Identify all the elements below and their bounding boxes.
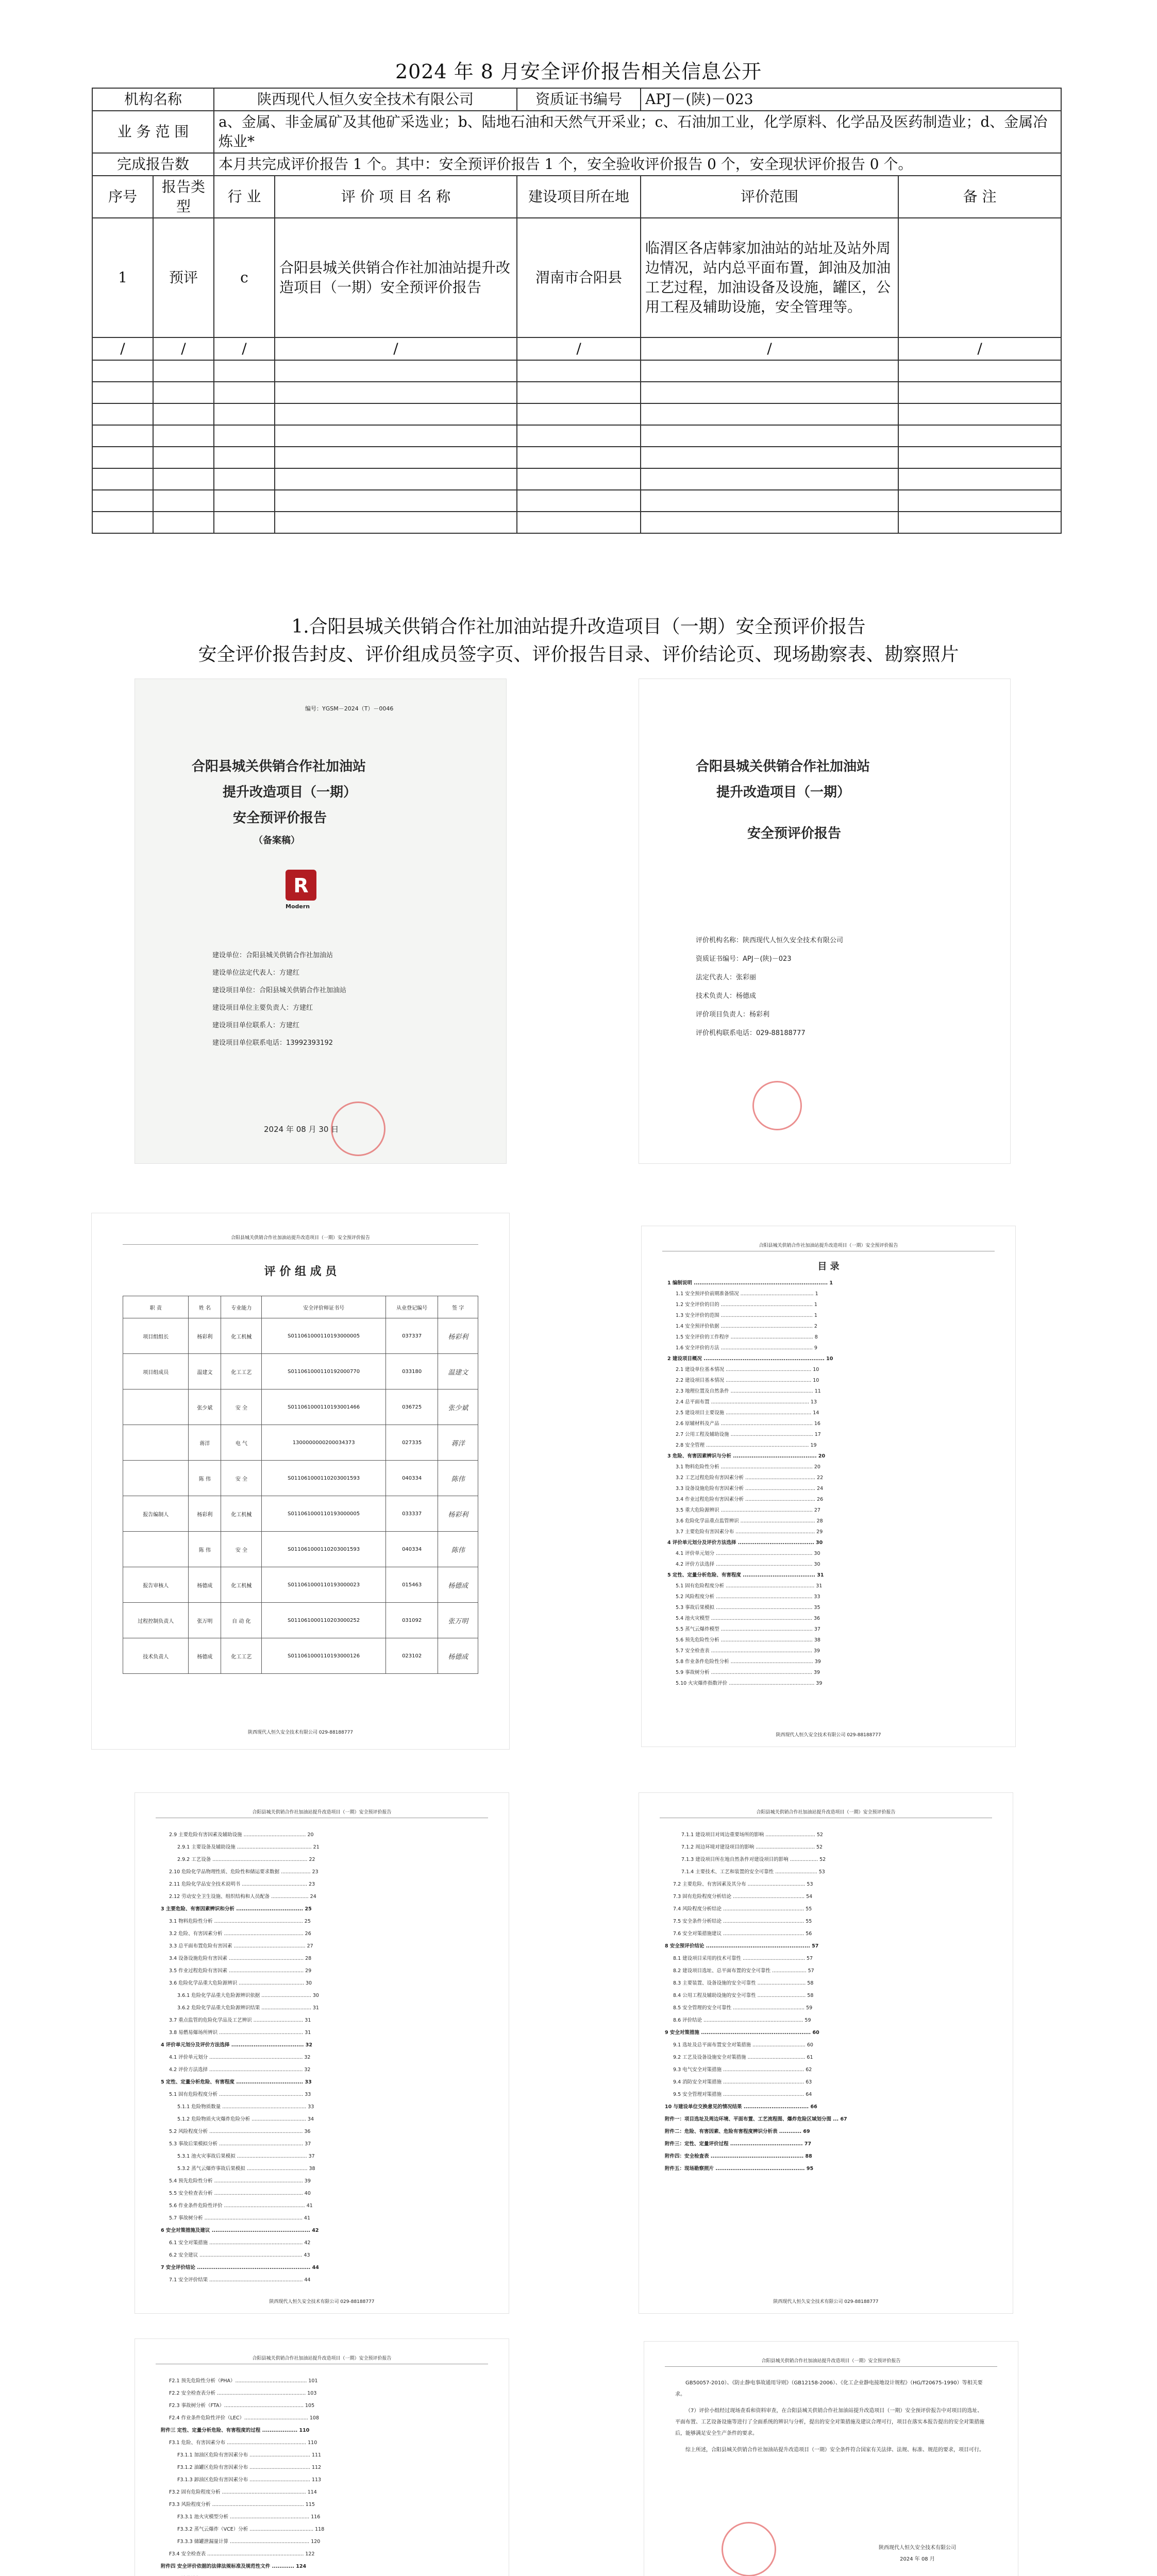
toc-page-1 bbox=[642, 1226, 1015, 1747]
col-reg: 从业登记编号 bbox=[385, 1296, 438, 1318]
toc-page-2 bbox=[135, 1793, 509, 2313]
table-cell: S011061000110193000005 bbox=[262, 1496, 385, 1532]
toc-entry: 8 安全预评价结论 ........................................................ 57 bbox=[665, 1943, 819, 1949]
toc-entry: 5.6 预先危险性分析 ........................................................... 38 bbox=[676, 1637, 820, 1643]
org-value: 陕西现代人恒久安全技术有限公司 bbox=[214, 88, 517, 111]
toc-entry: 5 定性、定量分析危险、有害程度 ....................................... 31 bbox=[667, 1572, 824, 1578]
header-note: 备 注 bbox=[898, 176, 1061, 218]
slash-cell: / bbox=[275, 337, 517, 360]
cover-date: 2024 年 08 月 30 日 bbox=[264, 1125, 339, 1134]
row-project: 合阳县城关供销合作社加油站提升改造项目（一期）安全预评价报告 bbox=[275, 218, 517, 337]
toc-entry: 2.6 原辅材料及产品 ........................................................... 16 bbox=[676, 1421, 820, 1427]
members-title: 评 价 组 成 员 bbox=[264, 1265, 337, 1278]
members-page bbox=[92, 1213, 509, 1749]
row-no: 1 bbox=[92, 218, 153, 337]
table-cell: S011061000110203001593 bbox=[262, 1532, 385, 1567]
toc-entry: 5.7 安全检查表 ................................................................. 39 bbox=[676, 1648, 820, 1654]
toc-entry: 9.3 电气安全对策措施 .................................................... 62 bbox=[673, 2067, 812, 2073]
toc-entry: 7.3 固有危险程度分析结论 .............................................. 54 bbox=[673, 1894, 813, 1900]
page-header: 合阳县城关供销合作社加油站提升改造项目（一期）安全预评价报告 bbox=[756, 1810, 896, 1815]
toc-entry: 1.3 安全评价的范围 ........................................................... 1 bbox=[676, 1313, 817, 1318]
toc-list bbox=[161, 2375, 483, 2576]
org-label: 机构名称 bbox=[92, 88, 214, 111]
toc-entry: F3.3.3 储罐泄漏量计算 ................................................... 120 bbox=[177, 2539, 321, 2545]
toc-entry: 2.7 公用工程及辅助设施 ..................................................... 17 bbox=[676, 1432, 821, 1437]
table-cell: 安 全 bbox=[221, 1461, 262, 1496]
header-rule bbox=[123, 1244, 478, 1245]
toc-entry: 8.4 公用工程及辅助设施的安全可靠性 ............................... 58 bbox=[673, 1993, 814, 1998]
toc-entry: 5.3.1 池火灾事故后果模拟 ............................................. 37 bbox=[177, 2154, 315, 2159]
toc-entry: 3.7 重点监管的危险化学品及工艺辨识 ................................ 31 bbox=[169, 2018, 311, 2023]
table-cell: 031092 bbox=[385, 1603, 438, 1638]
table-cell: 陈 伟 bbox=[189, 1461, 221, 1496]
scope-value: a、金属、非金属矿及其他矿采选业；b、陆地石油和天然气开采业；c、石油加工业，化学原料、化学品及医药制造业；d、金属冶炼业* bbox=[214, 111, 1061, 153]
toc-entry: 3.4 作业过程危险有害因素分析 ............................................. 26 bbox=[676, 1497, 824, 1502]
table-cell: S011061000110193000005 bbox=[262, 1318, 385, 1354]
toc-entry: 7.4 风险程度分析结论 .................................................... 55 bbox=[673, 1906, 812, 1912]
row-type: 预评 bbox=[153, 218, 214, 337]
table-cell: 1300000000200034373 bbox=[262, 1425, 385, 1461]
header-no: 序号 bbox=[92, 176, 153, 218]
toc-entry: 2.1 建设单位基本情况 ....................................................... 10 bbox=[676, 1367, 819, 1372]
toc-entry: 3.5 作业过程危险有害因素 ................................................ 29 bbox=[169, 1968, 312, 1974]
table-cell: 安 全 bbox=[221, 1532, 262, 1567]
cover-lines bbox=[212, 947, 480, 1052]
table-cell: 电 气 bbox=[221, 1425, 262, 1461]
toc-title: 目 录 bbox=[817, 1261, 840, 1272]
table-cell: 015463 bbox=[385, 1567, 438, 1603]
toc-entry: 5.6 作业条件危险性评价 .................................................... 41 bbox=[169, 2203, 313, 2209]
table-row bbox=[123, 1638, 478, 1674]
table-cell: 040334 bbox=[385, 1461, 438, 1496]
toc-entry: 8.5 安全管理的安全可靠性 .............................................. 59 bbox=[673, 2005, 813, 2011]
toc-entry: 1.1 安全预评价前期准备情况 ............................................... 1 bbox=[676, 1291, 818, 1297]
toc-entry: 6.1 安全对策措施 ............................................................ 42 bbox=[169, 2240, 311, 2246]
page-header: 合阳县城关供销合作社加油站提升改造项目（一期）安全预评价报告 bbox=[252, 1810, 392, 1815]
toc-entry: 4 评价单元划分及评价方法选择 ......................................... 30 bbox=[667, 1540, 823, 1546]
col-duty: 职 责 bbox=[123, 1296, 189, 1318]
toc-entry: 5.5 蒸气云爆炸模型 ........................................................... 37 bbox=[676, 1626, 820, 1632]
table-cell: 过程控制负责人 bbox=[123, 1603, 189, 1638]
toc-entry: 附件二：危险、有害因素、危险有害程度辨识分析表 ............ 69 bbox=[665, 2129, 810, 2134]
table-cell: 033180 bbox=[385, 1354, 438, 1389]
toc-entry: 8.2 建设项目选址、总平面布置的安全可靠性 ...................... 57 bbox=[673, 1968, 814, 1974]
toc-entry: 3.1 物料危险性分析 ........................................................... 20 bbox=[676, 1464, 820, 1470]
toc-entry: 6 安全对策措施及建议 ..................................................... 42 bbox=[161, 2228, 319, 2233]
cover-title-line1: 合阳县城关供销合作社加油站 bbox=[192, 759, 366, 774]
conclusion-paragraph: （7）评价小组经过现场查看和资料审查，在合阳县城关供销合作社加油站提升改造项目（一期）安全预评价报告中对项目的选址、平面布置、工艺设备设施等进行了全面系统的辨识与分析，提出的安全对策措施及建议合理可行，项目在落实本报告提出的安全对策措施后，能够满足安全生产条件的要求。 bbox=[675, 2408, 984, 2436]
done-label: 完成报告数 bbox=[92, 153, 214, 176]
scope-label: 业 务 范 围 bbox=[92, 111, 214, 153]
table-row bbox=[123, 1567, 478, 1603]
toc-entry: 3.1 物料危险性分析 ......................................................... 25 bbox=[169, 1919, 311, 1924]
cover2-line: 资质证书编号：APJ－(陕)－023 bbox=[696, 955, 792, 963]
toc-entry: 3.2 危险、有害因素分析 ................................................... 26 bbox=[169, 1931, 311, 1937]
toc-entry: 5.2 风险程度分析 ............................................................ 36 bbox=[169, 2129, 311, 2134]
toc-entry: 7 安全评价结论 ............................................................. 44 bbox=[161, 2265, 319, 2270]
table-cell: 037337 bbox=[385, 1318, 438, 1354]
header-rule bbox=[665, 2366, 997, 2367]
table-cell: 自 动 化 bbox=[221, 1603, 262, 1638]
table-cell: 化工工艺 bbox=[221, 1354, 262, 1389]
slash-cell: / bbox=[92, 337, 153, 360]
toc-entry bbox=[161, 2573, 483, 2576]
toc-entry: 1 编制说明 ........................................................................ 1 bbox=[667, 1280, 833, 1286]
toc-entry: 附件一：项目选址及周边环境、平面布置、工艺流程图、爆炸危险区域划分图 ... 67 bbox=[665, 2116, 847, 2122]
toc-entry: F3.4 安全检查表 .............................................................. 122 bbox=[169, 2551, 315, 2557]
table-row bbox=[123, 1425, 478, 1461]
header-location: 建设项目所在地 bbox=[517, 176, 641, 218]
cover2-title-line1: 合阳县城关供销合作社加油站 bbox=[696, 759, 870, 774]
toc-entry: 9.4 消防安全对策措施 .................................................... 63 bbox=[673, 2079, 812, 2085]
toc-entry: 5.2 风险程度分析 .............................................................. 33 bbox=[676, 1594, 820, 1600]
table-cell: 报告编制人 bbox=[123, 1496, 189, 1532]
table-cell: 安 全 bbox=[221, 1389, 262, 1425]
toc-entry: F3.1 危险、有害因素分布 ................................................... 110 bbox=[169, 2440, 317, 2446]
signature-cell: 张万明 bbox=[438, 1603, 478, 1638]
toc-entry: F3.1.3 卸油区危险有害因素分布 ....................................... 113 bbox=[177, 2477, 322, 2483]
conclusion-text bbox=[675, 2378, 987, 2461]
toc-entry: 7.2 主要危险、有害因素及其分布 ..................................... 53 bbox=[673, 1882, 813, 1887]
toc-page-4 bbox=[135, 2339, 509, 2576]
toc-entry: 8.1 建设项目采用的技术可靠性 ........................................ 57 bbox=[673, 1956, 813, 1961]
done-value: 本月共完成评价报告 1 个。其中：安全预评价报告 1 个，安全验收评价报告 0 个，安全现状评价报告 0 个。 bbox=[214, 153, 1061, 176]
toc-entry: 4 评价单元划分及评价方法选择 ....................................... 32 bbox=[161, 2042, 312, 2048]
report-cover-formal bbox=[639, 679, 1010, 1163]
table-cell: 027335 bbox=[385, 1425, 438, 1461]
toc-entry: 2.11 危险化学品安全技术说明书 .......................................... 23 bbox=[169, 1882, 315, 1887]
col-skill: 专业能力 bbox=[221, 1296, 262, 1318]
toc-entry: 2.8 安全管理 .................................................................. 19 bbox=[676, 1443, 817, 1448]
toc-entry: 3.6.2 危险化学品重大危险源辨识结果 ................................ 31 bbox=[177, 2005, 319, 2011]
toc-entry: 5.3 事故后果模拟分析 ...................................................... 37 bbox=[169, 2141, 311, 2147]
toc-entry: 2.2 建设项目基本情况 ....................................................... 10 bbox=[676, 1378, 819, 1383]
table-cell: 化工工艺 bbox=[221, 1638, 262, 1674]
section-title: 1.合阳县城关供销合作社加油站提升改造项目（一期）安全预评价报告 bbox=[291, 616, 866, 637]
toc-entry: 6.2 安全建议 .................................................................. 43 bbox=[169, 2252, 310, 2258]
table-cell: 化工机械 bbox=[221, 1318, 262, 1354]
signature-cell: 杨德成 bbox=[438, 1567, 478, 1603]
table-cell bbox=[123, 1532, 189, 1567]
toc-list bbox=[665, 1829, 987, 2175]
toc-entry: 2.4 总平面布置 ............................................................... 13 bbox=[676, 1399, 817, 1405]
cover2-line: 法定代表人：张彩丽 bbox=[696, 974, 757, 981]
header-industry: 行 业 bbox=[214, 176, 275, 218]
cover2-line: 评价机构名称：陕西现代人恒久安全技术有限公司 bbox=[696, 937, 844, 944]
cover-title-line3: 安全预评价报告 bbox=[233, 810, 327, 826]
members-table bbox=[123, 1296, 478, 1674]
table-cell: S011061000110203000252 bbox=[262, 1603, 385, 1638]
toc-entry: 5.1.2 危险物质火灾爆炸危险分析 ................................... 34 bbox=[177, 2116, 314, 2122]
sign-date: 2024 年 08 月 bbox=[900, 2556, 935, 2562]
toc-entry: 3 主要危险、有害因素辨识和分析 .................................... 25 bbox=[161, 1906, 312, 1912]
toc-entry: 3.5 重大危险源辨识 ........................................................... 27 bbox=[676, 1507, 820, 1513]
page-header: 合阳县城关供销合作社加油站提升改造项目（一期）安全预评价报告 bbox=[252, 2356, 392, 2361]
toc-entry: 2 建设项目概况 ................................................................. 10 bbox=[667, 1356, 833, 1362]
cover2-title-line2: 提升改造项目（一期） bbox=[716, 785, 851, 800]
cover2-title-line3: 安全预评价报告 bbox=[747, 826, 842, 841]
toc-entry: 附件四 安全评价依据的法律法规标准及规范性文件 ............ 124 bbox=[161, 2564, 307, 2569]
official-seal-icon bbox=[331, 1101, 385, 1156]
cover-line: 建设项目单位联系人：方建红 bbox=[212, 1022, 300, 1029]
table-cell: 张少斌 bbox=[189, 1389, 221, 1425]
toc-entry: 3.3 总平面布置危险有害因素 .............................................. 27 bbox=[169, 1943, 313, 1949]
conclusion-sign bbox=[840, 2543, 995, 2565]
toc-entry: 3.8 易燃易爆场所辨识 ...................................................... 31 bbox=[169, 2030, 311, 2036]
table-row bbox=[123, 1496, 478, 1532]
toc-entry: 7.1 安全评价结果 ............................................................ 44 bbox=[169, 2277, 311, 2283]
signature-cell: 陈伟 bbox=[438, 1461, 478, 1496]
toc-list bbox=[667, 1278, 990, 1689]
toc-entry: 8.6 评价结论 ................................................................ 59 bbox=[673, 2018, 811, 2023]
toc-entry: F3.3.2 蒸气云爆炸（VCE）分析 ......................................... 118 bbox=[177, 2527, 325, 2532]
toc-entry: 5.1 固有危险程度分析 ......................................................... 31 bbox=[676, 1583, 823, 1589]
table-cell: 蒋洋 bbox=[189, 1425, 221, 1461]
header-type: 报告类型 bbox=[153, 176, 214, 218]
page-footer: 陕西现代人恒久安全技术有限公司 029-88188777 bbox=[773, 2299, 879, 2304]
row-location: 渭南市合阳县 bbox=[517, 218, 641, 337]
toc-entry: F2.2 安全检查表分析 ......................................................... 103 bbox=[169, 2391, 317, 2396]
toc-entry: 9 安全对策措施 ........................................................... 60 bbox=[665, 2030, 819, 2036]
toc-entry: 5.8 作业条件危险性分析 ..................................................... 39 bbox=[676, 1659, 821, 1665]
table-cell: 杨德成 bbox=[189, 1567, 221, 1603]
toc-entry: 7.1.3 建设项目所在地自然条件对建设项目的影响 .................. 52 bbox=[681, 1857, 826, 1862]
signature-cell: 陈伟 bbox=[438, 1532, 478, 1567]
sign-company: 陕西现代人恒久安全技术有限公司 bbox=[879, 2545, 956, 2551]
cover2-line: 评价项目负责人：杨彩利 bbox=[696, 1011, 770, 1019]
header-project: 评 价 项 目 名 称 bbox=[275, 176, 517, 218]
col-sign: 签 字 bbox=[438, 1296, 478, 1318]
signature-cell: 张少斌 bbox=[438, 1389, 478, 1425]
conclusion-page bbox=[644, 2342, 1018, 2576]
toc-entry: 3.7 主要危险有害因素分布 ................................................... 29 bbox=[676, 1529, 823, 1535]
table-cell: S011061000110193000126 bbox=[262, 1638, 385, 1674]
table-cell: 技术负责人 bbox=[123, 1638, 189, 1674]
toc-entry: 1.4 安全预评价依据 ........................................................... 2 bbox=[676, 1324, 817, 1329]
company-logo-icon bbox=[286, 870, 316, 901]
page-footer: 陕西现代人恒久安全技术有限公司 029-88188777 bbox=[247, 1730, 354, 1735]
signature-cell: 杨德成 bbox=[438, 1638, 478, 1674]
cover-line: 建设单位法定代表人：方建红 bbox=[212, 969, 300, 977]
toc-entry: 2.9.2 工艺设备 ............................................................. 22 bbox=[177, 1857, 315, 1862]
section-subtitle: 安全评价报告封皮、评价组成员签字页、评价报告目录、评价结论页、现场勘察表、勘察照片 bbox=[198, 644, 959, 665]
toc-entry: 3.6.1 危险化学品重大危险源辨识依据 ................................ 30 bbox=[177, 1993, 319, 1998]
toc-entry: 5.3 事故后果模拟 .............................................................. 35 bbox=[676, 1605, 820, 1611]
toc-entry: 7.5 安全条件分析结论 .................................................... 55 bbox=[673, 1919, 812, 1924]
col-name: 姓 名 bbox=[189, 1296, 221, 1318]
toc-entry: 5.5 安全检查表分析 ......................................................... 40 bbox=[169, 2191, 311, 2196]
toc-entry: F3.2 固有危险程度分析 ...................................................... 114 bbox=[169, 2489, 317, 2495]
toc-entry: F3.3 风险程度分析 ........................................................... 115 bbox=[169, 2502, 315, 2507]
table-cell: 张万明 bbox=[189, 1603, 221, 1638]
toc-entry: F2.4 作业条件危险性评价（LEC）......................................... 108 bbox=[169, 2415, 319, 2421]
cover-line: 建设项目单位联系电话：13992393192 bbox=[212, 1039, 333, 1047]
toc-entry: 3.6 危险化学品重点监管辨识 ................................................ 28 bbox=[676, 1518, 823, 1524]
toc-entry: F2.1 预先危险性分析（PHA）.............................................. 101 bbox=[169, 2378, 318, 2384]
logo-text: Modern bbox=[286, 903, 310, 910]
slash-cell: / bbox=[641, 337, 898, 360]
toc-list bbox=[161, 1829, 483, 2286]
table-row bbox=[123, 1318, 478, 1354]
toc-entry: 5.1 固有危险程度分析 ...................................................... 33 bbox=[169, 2092, 311, 2097]
conclusion-paragraph: GB50057-2010）、《防止静电事故通用导则》（GB12158-2006）、《化工企业静电接地设计规程》（HG/T20675-1990）等相关要求。 bbox=[675, 2380, 983, 2397]
toc-entry: 5.10 火灾爆炸指数评价 ....................................................... 39 bbox=[676, 1681, 823, 1686]
page-title: 2024 年 8 月安全评价报告相关信息公开 bbox=[395, 60, 762, 83]
row-industry: c bbox=[214, 218, 275, 337]
toc-entry: 9.5 安全管理对策措施 .................................................... 64 bbox=[673, 2092, 812, 2097]
cover-title-line4: （备案稿） bbox=[254, 835, 300, 846]
toc-entry: 1.6 安全评价的方法 ........................................................... 9 bbox=[676, 1345, 817, 1351]
toc-entry: 2.10 危险化学品物理性质、危险性和储运要求数据 ................... 23 bbox=[169, 1869, 318, 1875]
toc-entry: 3.3 设备设施危险有害因素分析 ............................................. 24 bbox=[676, 1486, 824, 1492]
toc-entry: 3.4 设备设施危险有害因素 ................................................ 28 bbox=[169, 1956, 312, 1961]
page-header: 合阳县城关供销合作社加油站提升改造项目（一期）安全预评价报告 bbox=[230, 1235, 370, 1241]
table-row bbox=[123, 1603, 478, 1638]
page-header: 合阳县城关供销合作社加油站提升改造项目（一期）安全预评价报告 bbox=[761, 2359, 901, 2364]
toc-entry: 10 与建设单位交换意见的情况结果 ................................... 66 bbox=[665, 2104, 817, 2110]
official-seal-icon bbox=[752, 1081, 802, 1130]
toc-entry: 5.4 预先危险性分析 ......................................................... 39 bbox=[169, 2178, 311, 2184]
toc-entry: 4.1 评价单元划分 .............................................................. 30 bbox=[676, 1551, 820, 1556]
toc-entry: 7.6 安全对策措施建议 .................................................... 56 bbox=[673, 1931, 812, 1937]
table-cell: 陈 伟 bbox=[189, 1532, 221, 1567]
row-note bbox=[898, 218, 1061, 337]
page-footer: 陕西现代人恒久安全技术有限公司 029-88188777 bbox=[776, 1733, 881, 1738]
svg-text:R: R bbox=[293, 874, 309, 897]
toc-entry: 7.1.2 周边环境对建设项目的影响 ...................................... 52 bbox=[681, 1844, 823, 1850]
cover2-line: 评价机构联系电话：029-88188777 bbox=[696, 1029, 806, 1037]
cover-line: 建设项目单位：合阳县城关供销合作社加油站 bbox=[212, 987, 347, 994]
toc-entry: F3.1.1 加油区危险有害因素分布 ....................................... 111 bbox=[177, 2452, 322, 2458]
table-cell: S011061000110193000023 bbox=[262, 1567, 385, 1603]
toc-entry: 3.2 工艺过程危险有害因素分析 ............................................. 22 bbox=[676, 1475, 824, 1481]
toc-entry: 2.9 主要危险有害因素及辅助设施 ........................................ 20 bbox=[169, 1832, 314, 1838]
toc-entry: 2.9.1 主要设备及辅助设施 ................................................ 21 bbox=[177, 1844, 320, 1850]
row-scope: 临渭区各店韩家加油站的站址及站外周边情况，站内总平面布置，卸油及加油工艺过程，加油设备及设施，罐区，公用工程及辅助设施，安全管理等。 bbox=[641, 218, 898, 337]
table-cell: S011061000110192000770 bbox=[262, 1354, 385, 1389]
toc-entry: 附件三 定性、定量分析危险、有害程度的过程 ................... 110 bbox=[161, 2428, 310, 2433]
toc-entry: 5.7 事故树分析 ............................................................... 41 bbox=[169, 2215, 311, 2221]
col-cert: 安全评价师证书号 bbox=[262, 1296, 385, 1318]
table-cell: 温建文 bbox=[189, 1354, 221, 1389]
signature-cell: 杨彩利 bbox=[438, 1318, 478, 1354]
toc-entry: 5.3.2 蒸气云爆炸事故后果模拟 ....................................... 38 bbox=[177, 2166, 315, 2172]
conclusion-paragraph: 综上所述，合阳县城关供销合作社加油站提升改造项目（一期）安全条件符合国家有关法律、法规、标准、规范的要求，项目可行。 bbox=[685, 2447, 984, 2453]
toc-entry: 9.1 选址及总平面布置安全对策措施 .................................. 60 bbox=[673, 2042, 813, 2048]
table-cell bbox=[123, 1425, 189, 1461]
table-cell: 项目组成员 bbox=[123, 1354, 189, 1389]
toc-entry: 1.2 安全评价的目的 ........................................................... 1 bbox=[676, 1302, 817, 1308]
cover-line: 建设单位：合阳县城关供销合作社加油站 bbox=[212, 952, 333, 959]
toc-entry: 附件三：定性、定量评价过程 ....................................... 77 bbox=[665, 2141, 812, 2147]
slash-cell: / bbox=[517, 337, 641, 360]
toc-entry: F3.3.1 池火灾模型分析 ................................................... 116 bbox=[177, 2514, 321, 2520]
signature-cell: 温建文 bbox=[438, 1354, 478, 1389]
toc-entry: 5.1.1 危险物质数量 ...................................................... 33 bbox=[177, 2104, 314, 2110]
toc-entry: 1.5 安全评价的工作程序 ..................................................... 8 bbox=[676, 1334, 818, 1340]
official-seal-icon bbox=[722, 2522, 776, 2576]
toc-entry: 9.2 工艺及设备设施安全对策措施 ..................................... 61 bbox=[673, 2055, 813, 2060]
toc-entry: F2.3 事故树分析（FTA）................................................... 105 bbox=[169, 2403, 315, 2409]
table-row bbox=[123, 1532, 478, 1567]
toc-entry: 附件五：现场勘察照片 ................................................ 95 bbox=[665, 2166, 814, 2172]
cover2-line: 技术负责人：杨德成 bbox=[696, 992, 757, 1000]
table-cell: 033337 bbox=[385, 1496, 438, 1532]
table-row bbox=[123, 1461, 478, 1496]
report-code: 编号：YGSM－2024（T）－0046 bbox=[305, 705, 394, 712]
toc-entry: 5.9 事故树分析 ................................................................. 39 bbox=[676, 1670, 820, 1675]
table-row bbox=[123, 1389, 478, 1425]
table-cell: 化工机械 bbox=[221, 1496, 262, 1532]
table-cell: 化工机械 bbox=[221, 1567, 262, 1603]
toc-entry: 2.12 劳动安全卫生设施、组织结构和人员配备 ........................ 24 bbox=[169, 1894, 316, 1900]
toc-entry: F3.1.2 油罐区危险有害因素分布 ....................................... 112 bbox=[177, 2465, 322, 2470]
table-cell: 杨彩利 bbox=[189, 1318, 221, 1354]
page-footer: 陕西现代人恒久安全技术有限公司 029-88188777 bbox=[269, 2299, 375, 2304]
cert-value: APJ－(陕)－023 bbox=[641, 88, 1061, 111]
signature-cell: 蒋洋 bbox=[438, 1425, 478, 1461]
table-cell: 040334 bbox=[385, 1532, 438, 1567]
table-cell: 杨德成 bbox=[189, 1638, 221, 1674]
slash-cell: / bbox=[214, 337, 275, 360]
table-cell: 036725 bbox=[385, 1389, 438, 1425]
toc-entry: 4.2 评价方法选择 ............................................................ 32 bbox=[169, 2067, 311, 2073]
toc-entry: 2.5 建设项目主要设施 ....................................................... 14 bbox=[676, 1410, 819, 1416]
toc-entry: 5.4 池火灾模型 ................................................................. 36 bbox=[676, 1616, 820, 1621]
table-cell: 杨彩利 bbox=[189, 1496, 221, 1532]
toc-entry: 8.3 主要装置、设备设施的安全可靠性 ............................... 58 bbox=[673, 1980, 814, 1986]
toc-entry: 3 危险、有害因素辨识与分析 ............................................. 20 bbox=[667, 1453, 826, 1459]
cover-title-line2: 提升改造项目（一期） bbox=[223, 785, 357, 800]
table-cell bbox=[123, 1389, 189, 1425]
slash-cell: / bbox=[898, 337, 1061, 360]
toc-entry: 7.1.1 建设项目对周边重要场所的影响 ................................ 52 bbox=[681, 1832, 823, 1838]
header-scope: 评价范围 bbox=[641, 176, 898, 218]
table-cell: S011061000110193001466 bbox=[262, 1389, 385, 1425]
table-cell: S011061000110203001593 bbox=[262, 1461, 385, 1496]
page-header: 合阳县城关供销合作社加油站提升改造项目（一期）安全预评价报告 bbox=[759, 1243, 898, 1248]
toc-entry: 4.2 评价方法选择 .............................................................. 30 bbox=[676, 1562, 820, 1567]
info-table bbox=[92, 88, 1062, 534]
toc-entry: 3.6 危险化学品重大危险源辨识 .......................................... 30 bbox=[169, 1980, 312, 1986]
table-cell bbox=[123, 1461, 189, 1496]
cover-line: 建设项目单位主要负责人：方建红 bbox=[212, 1004, 313, 1012]
table-cell: 023102 bbox=[385, 1638, 438, 1674]
report-cover-draft bbox=[135, 679, 506, 1163]
table-row bbox=[123, 1354, 478, 1389]
toc-entry: 5 定性、定量分析危险、有害程度 .................................... 33 bbox=[161, 2079, 312, 2085]
toc-entry: 2.3 地理位置及自然条件 ..................................................... 11 bbox=[676, 1388, 821, 1394]
signature-cell: 杨彩利 bbox=[438, 1496, 478, 1532]
toc-entry: 4.1 评价单元划分 ............................................................ 32 bbox=[169, 2055, 311, 2060]
toc-entry: 附件四：安全检查表 .................................................. 88 bbox=[665, 2154, 812, 2159]
toc-entry: 7.1.4 主要技术、工艺和装置的安全可靠性 ........................... 53 bbox=[681, 1869, 825, 1875]
table-cell: 项目组组长 bbox=[123, 1318, 189, 1354]
toc-page-3 bbox=[639, 1793, 1013, 2313]
table-cell: 报告审核人 bbox=[123, 1567, 189, 1603]
slash-cell: / bbox=[153, 337, 214, 360]
cert-label: 资质证书编号 bbox=[517, 88, 641, 111]
cover2-lines bbox=[696, 931, 984, 1043]
